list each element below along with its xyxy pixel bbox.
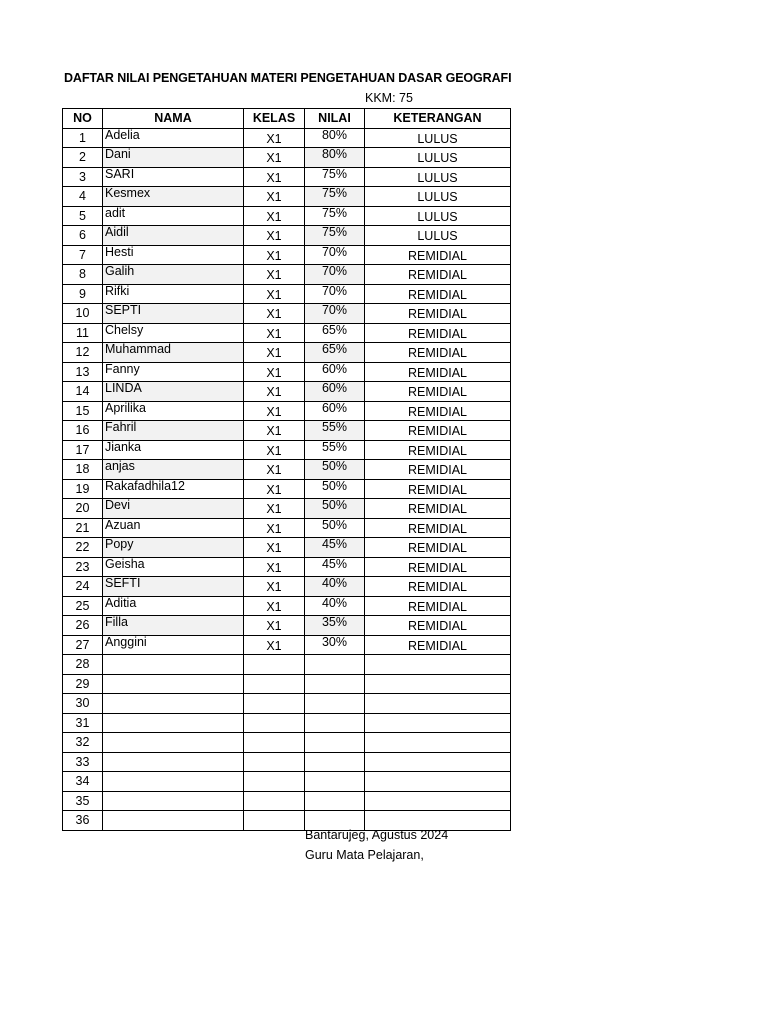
table-row <box>63 167 511 187</box>
table-row <box>63 772 511 792</box>
cell-nilai <box>305 713 365 733</box>
cell-keterangan: REMIDIAL <box>365 499 511 519</box>
table-header-row <box>63 109 511 129</box>
cell-no: 19 <box>63 479 103 499</box>
cell-keterangan: LULUS <box>365 226 511 246</box>
cell-nama: SEFTI <box>103 577 244 597</box>
document-title: DAFTAR NILAI PENGETAHUAN MATERI PENGETAHUAN DASAR GEOGRAFI <box>64 71 512 85</box>
table-row <box>63 304 511 324</box>
cell-nama <box>103 674 244 694</box>
cell-kelas: X1 <box>244 401 305 421</box>
cell-nama: SARI <box>103 167 244 187</box>
cell-kelas: X1 <box>244 518 305 538</box>
cell-nilai: 50% <box>305 518 365 538</box>
cell-nama: Rakafadhila12 <box>103 479 244 499</box>
cell-nama <box>103 752 244 772</box>
cell-kelas: X1 <box>244 421 305 441</box>
cell-keterangan: LULUS <box>365 187 511 207</box>
cell-nama: Kesmex <box>103 187 244 207</box>
cell-no: 2 <box>63 148 103 168</box>
kkm-label: KKM: 75 <box>365 91 413 105</box>
cell-keterangan: REMIDIAL <box>365 557 511 577</box>
cell-keterangan: REMIDIAL <box>365 304 511 324</box>
cell-keterangan <box>365 791 511 811</box>
cell-kelas: X1 <box>244 635 305 655</box>
cell-keterangan: REMIDIAL <box>365 577 511 597</box>
table-row <box>63 148 511 168</box>
cell-nama: Dani <box>103 148 244 168</box>
cell-kelas <box>244 674 305 694</box>
cell-no: 35 <box>63 791 103 811</box>
cell-keterangan: REMIDIAL <box>365 440 511 460</box>
cell-keterangan: REMIDIAL <box>365 538 511 558</box>
cell-keterangan: REMIDIAL <box>365 343 511 363</box>
cell-nama <box>103 713 244 733</box>
cell-nama: Rifki <box>103 284 244 304</box>
cell-kelas: X1 <box>244 148 305 168</box>
cell-nama: Popy <box>103 538 244 558</box>
cell-nilai: 40% <box>305 577 365 597</box>
cell-no: 22 <box>63 538 103 558</box>
cell-kelas <box>244 713 305 733</box>
cell-nama: Aidil <box>103 226 244 246</box>
cell-keterangan: LULUS <box>365 148 511 168</box>
cell-nama: SEPTI <box>103 304 244 324</box>
cell-kelas: X1 <box>244 284 305 304</box>
cell-nilai: 70% <box>305 284 365 304</box>
cell-no: 13 <box>63 362 103 382</box>
table-row <box>63 421 511 441</box>
cell-no: 1 <box>63 128 103 148</box>
cell-kelas: X1 <box>244 538 305 558</box>
cell-keterangan: LULUS <box>365 206 511 226</box>
cell-kelas: X1 <box>244 226 305 246</box>
table-row <box>63 265 511 285</box>
cell-no: 23 <box>63 557 103 577</box>
table-row <box>63 128 511 148</box>
table-body <box>63 128 511 830</box>
cell-keterangan: REMIDIAL <box>365 323 511 343</box>
cell-nilai <box>305 791 365 811</box>
cell-nilai: 55% <box>305 440 365 460</box>
cell-kelas: X1 <box>244 265 305 285</box>
cell-no: 11 <box>63 323 103 343</box>
cell-nama: Chelsy <box>103 323 244 343</box>
cell-no: 16 <box>63 421 103 441</box>
cell-nama: LINDA <box>103 382 244 402</box>
table-row <box>63 187 511 207</box>
cell-nilai: 75% <box>305 226 365 246</box>
cell-nama <box>103 655 244 675</box>
place-date: Bantarujeg, Agustus 2024 <box>305 828 449 842</box>
cell-kelas: X1 <box>244 440 305 460</box>
cell-no: 3 <box>63 167 103 187</box>
cell-nilai <box>305 655 365 675</box>
table-row <box>63 791 511 811</box>
table-row <box>63 596 511 616</box>
table-row <box>63 382 511 402</box>
cell-nama: adit <box>103 206 244 226</box>
cell-keterangan <box>365 733 511 753</box>
cell-no: 8 <box>63 265 103 285</box>
table-row <box>63 206 511 226</box>
cell-nama: Galih <box>103 265 244 285</box>
cell-no: 28 <box>63 655 103 675</box>
cell-kelas: X1 <box>244 167 305 187</box>
cell-keterangan: REMIDIAL <box>365 401 511 421</box>
cell-no: 34 <box>63 772 103 792</box>
cell-keterangan: REMIDIAL <box>365 245 511 265</box>
cell-kelas <box>244 733 305 753</box>
header-kelas: KELAS <box>244 109 305 129</box>
cell-nama: Aprilika <box>103 401 244 421</box>
cell-nilai <box>305 733 365 753</box>
cell-keterangan: LULUS <box>365 128 511 148</box>
cell-keterangan: REMIDIAL <box>365 265 511 285</box>
cell-kelas: X1 <box>244 245 305 265</box>
cell-nilai: 75% <box>305 206 365 226</box>
cell-nilai: 75% <box>305 187 365 207</box>
cell-no: 14 <box>63 382 103 402</box>
cell-kelas: X1 <box>244 206 305 226</box>
cell-kelas: X1 <box>244 557 305 577</box>
cell-nilai: 40% <box>305 596 365 616</box>
cell-nilai: 45% <box>305 538 365 558</box>
cell-nilai <box>305 752 365 772</box>
cell-nilai: 70% <box>305 245 365 265</box>
cell-kelas <box>244 752 305 772</box>
table-row <box>63 518 511 538</box>
cell-nama: Azuan <box>103 518 244 538</box>
cell-no: 20 <box>63 499 103 519</box>
cell-no: 29 <box>63 674 103 694</box>
table-row <box>63 401 511 421</box>
cell-kelas: X1 <box>244 362 305 382</box>
cell-no: 5 <box>63 206 103 226</box>
cell-keterangan: REMIDIAL <box>365 362 511 382</box>
cell-nama: Hesti <box>103 245 244 265</box>
table-row <box>63 635 511 655</box>
cell-kelas: X1 <box>244 596 305 616</box>
table-row <box>63 694 511 714</box>
cell-nilai: 65% <box>305 343 365 363</box>
cell-nilai: 55% <box>305 421 365 441</box>
cell-nilai: 50% <box>305 499 365 519</box>
cell-nama <box>103 694 244 714</box>
table-row <box>63 499 511 519</box>
cell-nilai <box>305 674 365 694</box>
cell-kelas: X1 <box>244 382 305 402</box>
cell-nilai: 50% <box>305 479 365 499</box>
grades-table <box>62 108 511 831</box>
cell-keterangan: REMIDIAL <box>365 460 511 480</box>
table-row <box>63 362 511 382</box>
cell-nama: Anggini <box>103 635 244 655</box>
cell-nama: Fanny <box>103 362 244 382</box>
cell-nilai: 80% <box>305 148 365 168</box>
cell-nama: Devi <box>103 499 244 519</box>
cell-keterangan <box>365 713 511 733</box>
cell-no: 21 <box>63 518 103 538</box>
cell-no: 15 <box>63 401 103 421</box>
cell-nilai: 35% <box>305 616 365 636</box>
cell-nilai: 60% <box>305 362 365 382</box>
cell-nama: Geisha <box>103 557 244 577</box>
table-row <box>63 440 511 460</box>
table-row <box>63 284 511 304</box>
table-row <box>63 713 511 733</box>
table-row <box>63 577 511 597</box>
cell-no: 25 <box>63 596 103 616</box>
cell-nama: Fahril <box>103 421 244 441</box>
table-row <box>63 460 511 480</box>
table-row <box>63 674 511 694</box>
cell-kelas <box>244 811 305 831</box>
table-row <box>63 538 511 558</box>
table-row <box>63 557 511 577</box>
cell-nama: Adelia <box>103 128 244 148</box>
cell-nama <box>103 811 244 831</box>
cell-keterangan: REMIDIAL <box>365 284 511 304</box>
cell-no: 6 <box>63 226 103 246</box>
cell-nama: Jianka <box>103 440 244 460</box>
header-keterangan: KETERANGAN <box>365 109 511 129</box>
cell-keterangan: LULUS <box>365 167 511 187</box>
cell-kelas <box>244 772 305 792</box>
cell-no: 7 <box>63 245 103 265</box>
cell-nilai: 60% <box>305 382 365 402</box>
cell-no: 30 <box>63 694 103 714</box>
cell-kelas: X1 <box>244 304 305 324</box>
cell-nama: Aditia <box>103 596 244 616</box>
cell-no: 12 <box>63 343 103 363</box>
cell-kelas: X1 <box>244 128 305 148</box>
cell-kelas <box>244 791 305 811</box>
cell-keterangan: REMIDIAL <box>365 518 511 538</box>
cell-nilai <box>305 772 365 792</box>
table-row <box>63 752 511 772</box>
cell-keterangan: REMIDIAL <box>365 479 511 499</box>
cell-no: 36 <box>63 811 103 831</box>
cell-kelas: X1 <box>244 577 305 597</box>
table-row <box>63 733 511 753</box>
cell-nama: Filla <box>103 616 244 636</box>
cell-nilai: 65% <box>305 323 365 343</box>
cell-kelas: X1 <box>244 187 305 207</box>
table-row <box>63 343 511 363</box>
cell-nilai: 50% <box>305 460 365 480</box>
cell-nilai: 60% <box>305 401 365 421</box>
cell-keterangan <box>365 752 511 772</box>
cell-keterangan: REMIDIAL <box>365 382 511 402</box>
table-row <box>63 616 511 636</box>
cell-kelas: X1 <box>244 343 305 363</box>
cell-keterangan: REMIDIAL <box>365 616 511 636</box>
table-row <box>63 655 511 675</box>
cell-no: 31 <box>63 713 103 733</box>
cell-nilai: 70% <box>305 304 365 324</box>
cell-kelas: X1 <box>244 616 305 636</box>
table-row <box>63 245 511 265</box>
header-nilai: NILAI <box>305 109 365 129</box>
cell-nilai: 45% <box>305 557 365 577</box>
cell-no: 33 <box>63 752 103 772</box>
cell-no: 9 <box>63 284 103 304</box>
cell-keterangan <box>365 655 511 675</box>
cell-nilai: 30% <box>305 635 365 655</box>
header-no: NO <box>63 109 103 129</box>
cell-nama <box>103 791 244 811</box>
cell-nama: Muhammad <box>103 343 244 363</box>
cell-no: 26 <box>63 616 103 636</box>
table-row <box>63 226 511 246</box>
cell-kelas: X1 <box>244 479 305 499</box>
cell-kelas <box>244 655 305 675</box>
cell-keterangan <box>365 694 511 714</box>
cell-keterangan: REMIDIAL <box>365 421 511 441</box>
table-row <box>63 479 511 499</box>
cell-keterangan <box>365 772 511 792</box>
cell-no: 18 <box>63 460 103 480</box>
cell-nilai: 75% <box>305 167 365 187</box>
cell-nilai <box>305 694 365 714</box>
cell-no: 24 <box>63 577 103 597</box>
cell-no: 17 <box>63 440 103 460</box>
cell-kelas: X1 <box>244 323 305 343</box>
cell-nilai: 70% <box>305 265 365 285</box>
cell-keterangan: REMIDIAL <box>365 596 511 616</box>
signature-label: Guru Mata Pelajaran, <box>305 848 424 862</box>
cell-kelas <box>244 694 305 714</box>
cell-no: 10 <box>63 304 103 324</box>
cell-keterangan: REMIDIAL <box>365 635 511 655</box>
cell-nama <box>103 772 244 792</box>
cell-no: 32 <box>63 733 103 753</box>
cell-no: 27 <box>63 635 103 655</box>
cell-nama: anjas <box>103 460 244 480</box>
table-row <box>63 323 511 343</box>
cell-no: 4 <box>63 187 103 207</box>
header-nama: NAMA <box>103 109 244 129</box>
cell-keterangan <box>365 674 511 694</box>
cell-kelas: X1 <box>244 460 305 480</box>
cell-nama <box>103 733 244 753</box>
cell-kelas: X1 <box>244 499 305 519</box>
cell-nilai: 80% <box>305 128 365 148</box>
